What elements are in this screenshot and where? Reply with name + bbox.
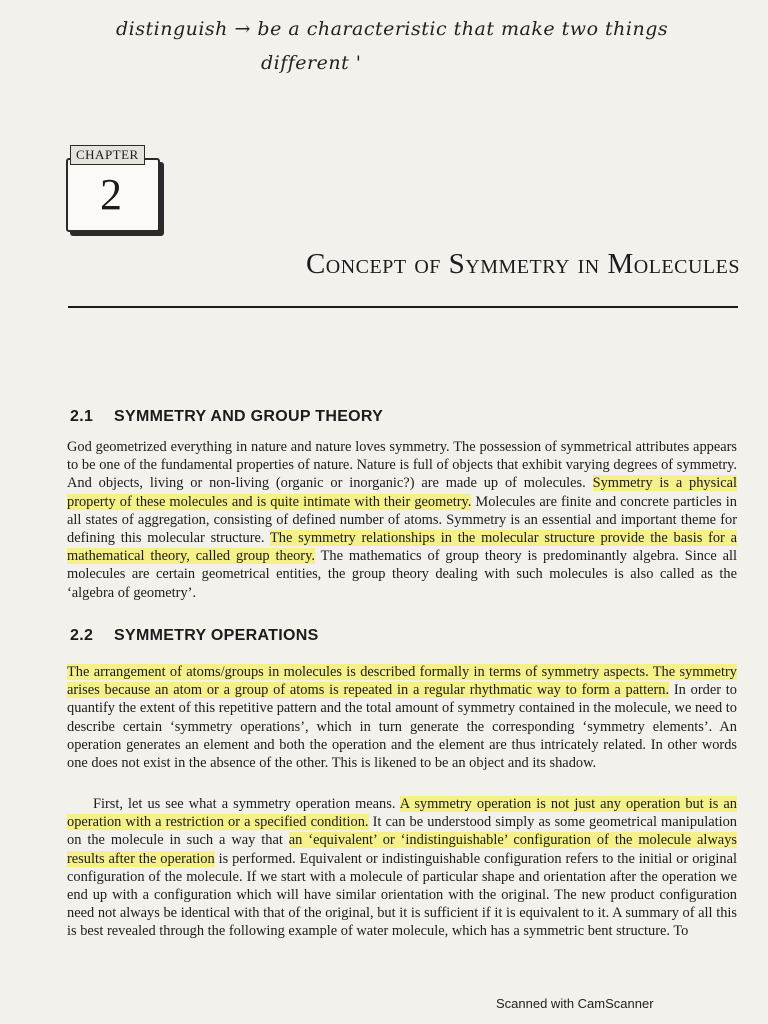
- section-title: SYMMETRY OPERATIONS: [114, 627, 319, 644]
- highlighted-text: Symmetry is a physical property of these molecules and is quite intimate with their geometry.: [67, 475, 737, 510]
- chapter-label: CHAPTER: [70, 145, 145, 165]
- camscanner-watermark: Scanned with CamScanner: [496, 996, 654, 1011]
- paragraph-text: It can be understood simply as some geometrical manipulation on the molecule in such a way that: [67, 814, 737, 849]
- highlighted-text: The symmetry relationships in the molecular structure provide the basis for a mathematical theory, called group theory.: [67, 530, 738, 565]
- section-number: 2.2: [70, 627, 94, 644]
- highlighted-text: The arrangement of atoms/groups in molecules is described formally in terms of symmetry aspects. The symmetry arises because an atom or a group of atoms is repeated in a regular rhythmatic way to form a pattern.: [67, 664, 737, 699]
- highlighted-text: an ‘equivalent’ or ‘indistinguishable’ configuration of the molecule always results after the operation: [67, 832, 737, 867]
- handwritten-note-line-2: different ': [261, 52, 362, 74]
- paragraph-text: The mathematics of group theory is predominantly algebra. Since all molecules are certain geometrical entities, the group theory dealing with such molecules is also called as the ‘algebra of geometry’.: [67, 548, 738, 601]
- paragraph-symmetry-operations-1: [67, 663, 737, 772]
- paragraph-text: First, let us see what a symmetry operation means.: [93, 796, 400, 812]
- section-title: SYMMETRY AND GROUP THEORY: [114, 408, 384, 425]
- chapter-number: 2: [100, 170, 122, 219]
- handwritten-note: [116, 12, 736, 80]
- section-heading-2-1: [70, 408, 730, 426]
- paragraph-symmetry-operations-2: [67, 795, 737, 941]
- handwritten-note-line-1: distinguish → be a characteristic that make two things: [116, 18, 669, 40]
- paragraph-text: Molecules are finite and concrete particles in all states of aggregation, consisting of defined number of atoms. Symmetry is an essential and important theme for defining this molecular structure.: [67, 493, 737, 547]
- paragraph-text: is performed. Equivalent or indistinguishable configuration refers to the initial or original configuration of the molecule. If we start with a molecule of particular shape and orientation after the operation we end up with a configuration which will have similar orientation with the original. The new product configuration need not always be identical with that of the original, but it is sufficient if it is equivalent to it. A summary of all this is best revealed through the following example of water molecule, which has a symmetric bent structure. To: [67, 850, 737, 940]
- section-number: 2.1: [70, 408, 94, 425]
- paragraph-text: In order to quantify the extent of this repetitive pattern and the total amount of symmetry contained in the molecule, we need to describe certain ‘symmetry operations’, which in turn generate the corresponding ‘symmetry elements’. An operation generates an element and both the operation and the element are thus intricately related. In other words one does not exist in the absence of the other. This is likened to be an object and its shadow.: [67, 682, 737, 772]
- paragraph-text: God geometrized everything in nature and nature loves symmetry. The possession of symmetrical attributes appears to be one of the fundamental properties of nature. Nature is full of objects that exhibit varying degrees of symmetry. And objects, living or non-living (organic or inorganic?) are made up of molecules.: [67, 439, 737, 492]
- title-divider: [68, 306, 738, 308]
- paragraph-symmetry-group-theory: [67, 438, 737, 602]
- chapter-title: Concept of Symmetry in Molecules: [305, 248, 740, 280]
- highlighted-text: A symmetry operation is not just any operation but is an operation with a restriction or a specified condition.: [67, 796, 737, 831]
- section-heading-2-2: [70, 627, 730, 645]
